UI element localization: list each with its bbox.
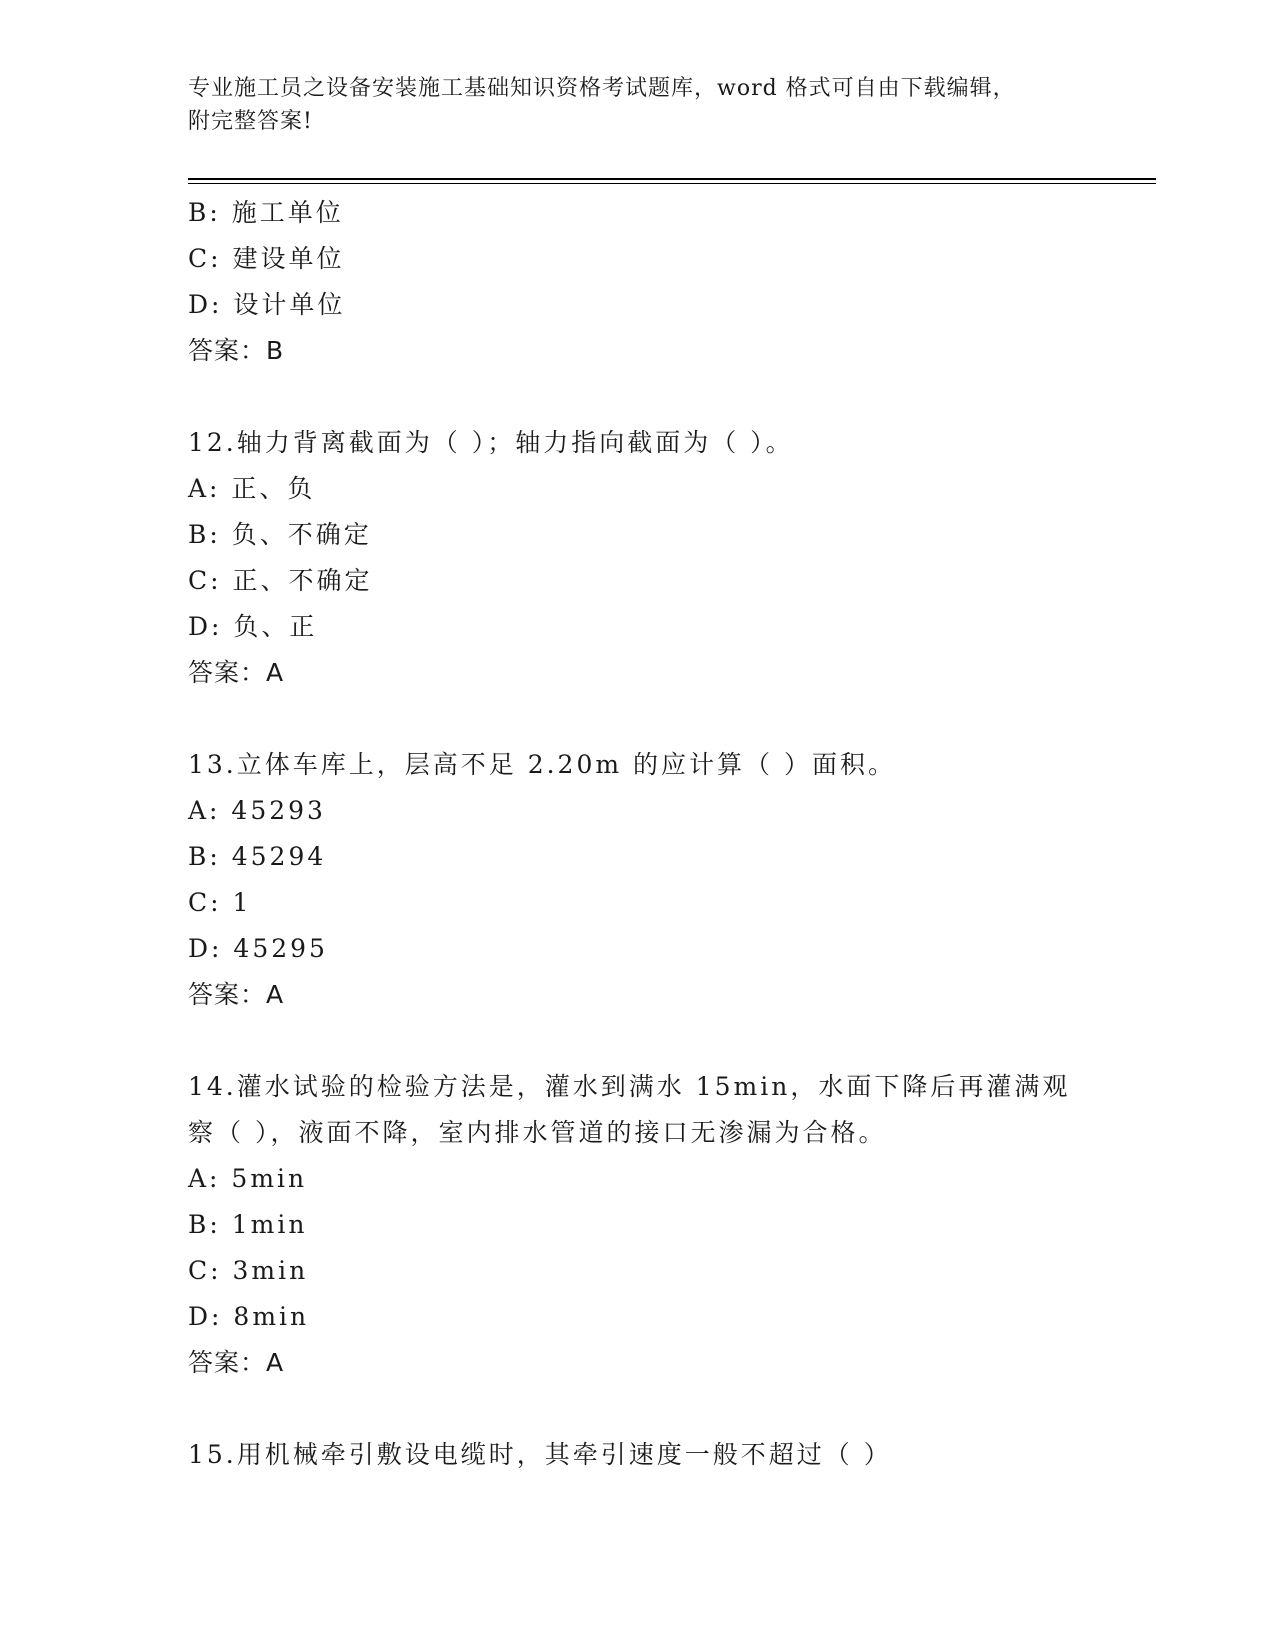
option-d: D: 设计单位 <box>188 290 346 319</box>
question-12 <box>188 420 1156 696</box>
option-a: A: 5min <box>188 1164 308 1193</box>
question-stem: 15.用机械牵引敷设电缆时，其牵引速度一般不超过（ ） <box>188 1440 892 1469</box>
answer-label: 答案：A <box>188 1348 285 1377</box>
option-c: C: 1 <box>188 888 252 917</box>
option-b: B: 负、不确定 <box>188 520 372 549</box>
question-stem-line-1: 14.灌水试验的检验方法是，灌水到满水 15min，水面下降后再灌满观 <box>188 1072 1071 1101</box>
header-divider-thin <box>188 183 1156 184</box>
answer-label: 答案：B <box>188 336 285 365</box>
question-14 <box>188 1064 1156 1386</box>
option-d: D: 45295 <box>188 934 328 963</box>
question-stem: 13.立体车库上，层高不足 2.20m 的应计算（ ）面积。 <box>188 750 896 779</box>
option-a: A: 正、负 <box>188 474 316 503</box>
header-title-line-2: 附完整答案! <box>188 109 313 134</box>
question-list <box>188 190 1156 1478</box>
option-a: A: 45293 <box>188 796 326 825</box>
option-c: C: 3min <box>188 1256 309 1285</box>
spacer <box>188 696 1156 742</box>
option-b: B: 1min <box>188 1210 308 1239</box>
answer-label: 答案：A <box>188 980 285 1009</box>
spacer <box>188 374 1156 420</box>
question-13 <box>188 742 1156 1018</box>
question-15 <box>188 1432 1156 1478</box>
header-title-line-1: 专业施工员之设备安装施工基础知识资格考试题库，word 格式可自由下载编辑， <box>188 76 1016 101</box>
spacer <box>188 1018 1156 1064</box>
document-header <box>188 72 1088 138</box>
option-c: C: 建设单位 <box>188 244 345 273</box>
question-stem-line-2: 察（ ），液面不降，室内排水管道的接口无渗漏为合格。 <box>188 1118 887 1147</box>
answer-label: 答案：A <box>188 658 285 687</box>
option-d: D: 8min <box>188 1302 310 1331</box>
question-stem: 12.轴力背离截面为（ ）；轴力指向截面为（ ）。 <box>188 428 794 457</box>
option-d: D: 负、正 <box>188 612 318 641</box>
question-11-tail <box>188 190 1156 374</box>
option-b: B: 45294 <box>188 842 327 871</box>
option-b: B: 施工单位 <box>188 198 344 227</box>
header-divider-thick <box>188 178 1156 180</box>
spacer <box>188 1386 1156 1432</box>
option-c: C: 正、不确定 <box>188 566 373 595</box>
